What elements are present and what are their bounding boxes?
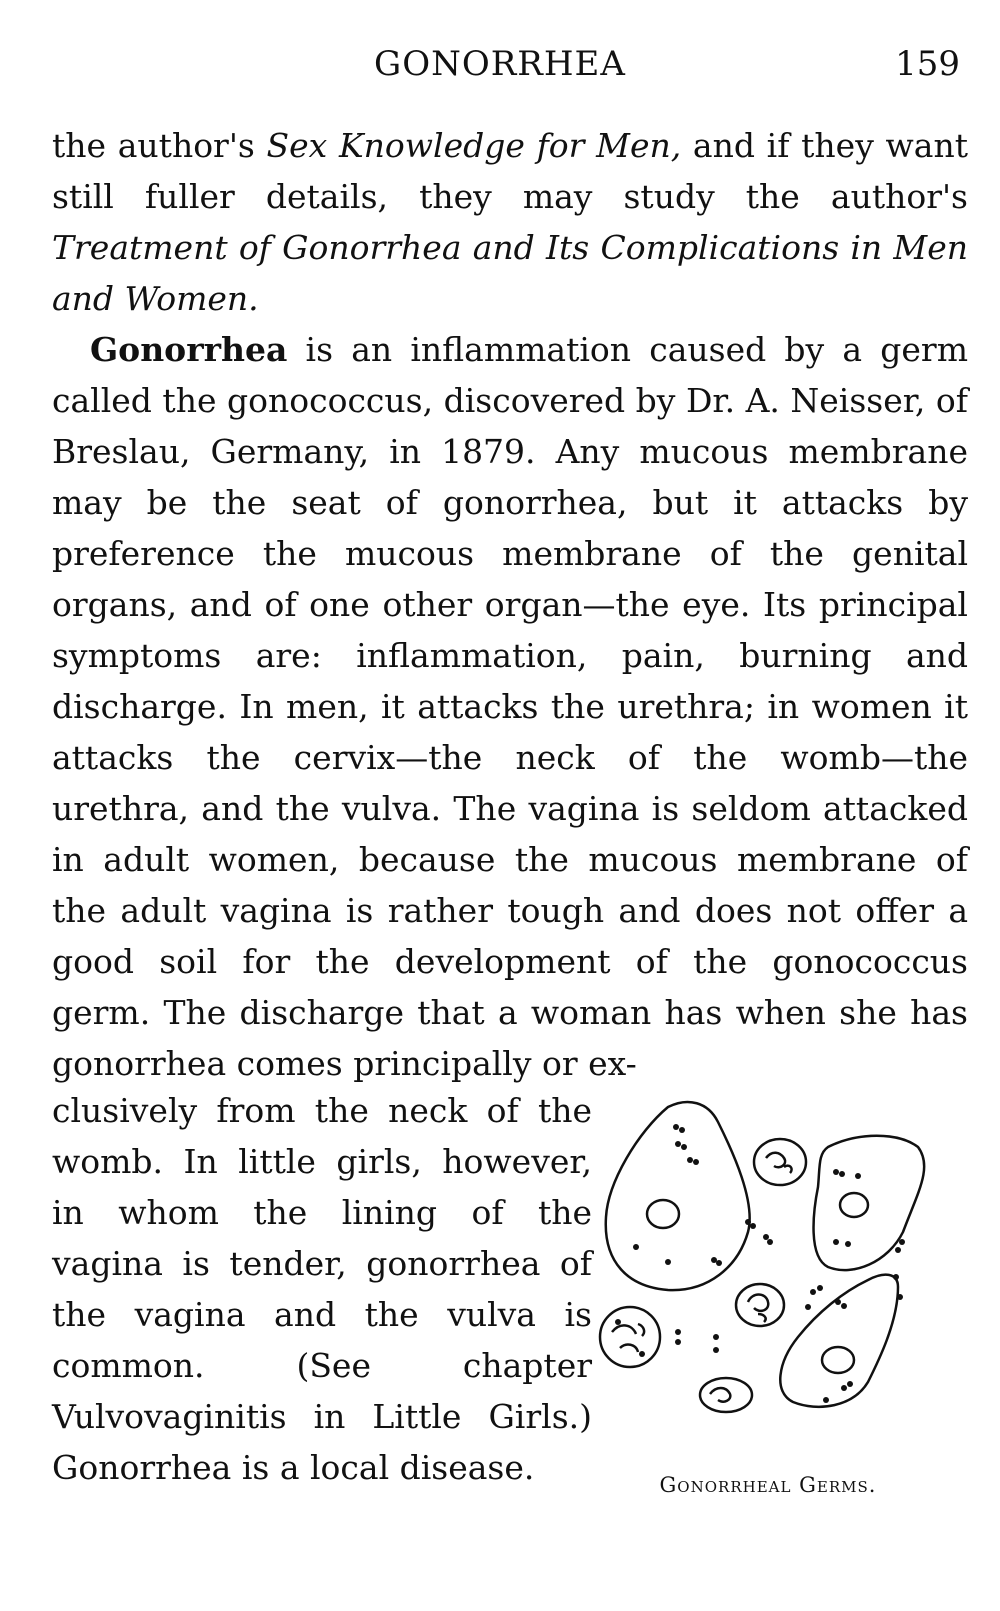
book-title-sex-knowledge: Sex Knowledge for Men, (266, 126, 682, 165)
figure-caption: Gonorrheal Germs. (659, 1473, 877, 1497)
book-title-treatment: Treatment of Gonorrhea and Its Complications in Men and Women. (52, 228, 968, 318)
pus-cell (736, 1284, 784, 1326)
cell-nucleus (647, 1200, 679, 1228)
epithelial-cell (606, 1102, 750, 1290)
body-text (52, 120, 968, 1089)
paragraph-lead-term: Gonorrhea (90, 330, 288, 369)
running-head-title: GONORRHEA (374, 44, 626, 84)
epithelial-cell (780, 1275, 898, 1407)
page-number: 159 (895, 44, 960, 84)
para1-text-a: the author's (52, 126, 267, 165)
para1-text-b: and if they want still fuller details, they may study the author's (52, 126, 968, 216)
paragraph-continuation (52, 120, 968, 324)
pus-cell (700, 1378, 752, 1412)
cell-nucleus (840, 1193, 868, 1217)
paragraph-gonorrhea (52, 324, 968, 1089)
running-head (0, 44, 1000, 88)
pus-cell (600, 1307, 660, 1367)
para2-text: is an inflammation caused by a germ called the gonococcus, discovered by Dr. A. Neisser, of Breslau, Germany, in 1879. Any mucous membrane may be the seat of gonorrhea, but it attacks by preference the mucous membrane of the genital organs, and of one other organ—the eye. Its principal symptoms are: inflammation, pain, burning and discharge. In men, it attacks the urethra; in women it attacks the cervix—the neck of the womb—the urethra, and the vulva. The vagina is seldom attacked in adult women, because the mucous membrane of the adult vagina is rather tough and does not offer a good soil for the development of the gonococcus germ. The discharge that a woman has when she has gonorrhea comes principally or ex- (52, 330, 968, 1083)
wrapped-text-column: clusively from the neck of the womb. In little girls, however, in whom the lining of the vagina is tender, gonorrhea of the vagina and the vulva is common. (See chapter Vulvovaginitis in Little Girls.) Gonorrhea is a local disease. (52, 1091, 592, 1487)
pus-cell (754, 1139, 806, 1185)
gonorrheal-germs-illustration (598, 1092, 968, 1472)
cell-nucleus (822, 1347, 854, 1373)
